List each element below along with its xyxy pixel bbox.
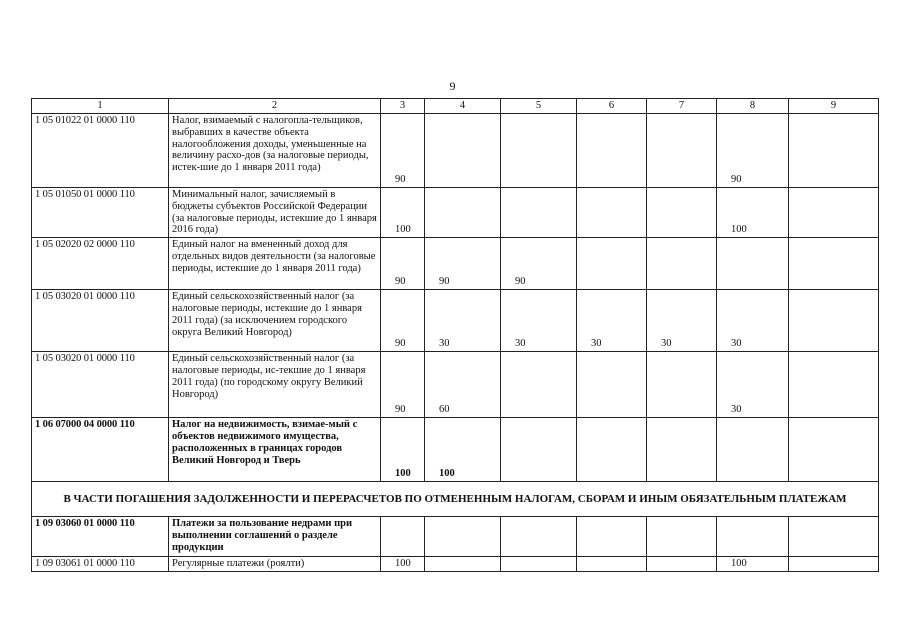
value-cell-col9 xyxy=(789,418,879,482)
value-cell-col8: 100 xyxy=(717,557,789,572)
table-row xyxy=(32,557,879,572)
value-cell-col4: 60 xyxy=(425,352,501,418)
row-code: 1 05 03020 01 0000 110 xyxy=(32,352,169,418)
value-cell-col7 xyxy=(647,114,717,188)
table-row xyxy=(32,238,879,290)
value-cell-col4: 100 xyxy=(425,418,501,482)
value-cell-col7 xyxy=(647,352,717,418)
value-cell-col8 xyxy=(717,517,789,557)
value-cell-col3 xyxy=(381,517,425,557)
value-cell-col8 xyxy=(717,418,789,482)
value-cell-col6 xyxy=(577,114,647,188)
row-code: 1 05 01022 01 0000 110 xyxy=(32,114,169,188)
row-code: 1 06 07000 04 0000 110 xyxy=(32,418,169,482)
row-name: Платежи за пользование недрами при выполнении соглашений о разделе продукции xyxy=(169,517,381,557)
value-cell-col5: 90 xyxy=(501,238,577,290)
value-cell-col7 xyxy=(647,517,717,557)
header-cell-4: 4 xyxy=(425,99,501,114)
row-name: Единый налог на вмененный доход для отдельных видов деятельности (за налоговые периоды, истекшие до 1 января 2011 года) xyxy=(169,238,381,290)
header-cell-7: 7 xyxy=(647,99,717,114)
table-row xyxy=(32,418,879,482)
value-cell-col9 xyxy=(789,238,879,290)
value-cell-col9 xyxy=(789,517,879,557)
header-cell-3: 3 xyxy=(381,99,425,114)
value-cell-col4 xyxy=(425,517,501,557)
value-cell-col7 xyxy=(647,188,717,238)
value-cell-col3: 90 xyxy=(381,290,425,352)
value-cell-col8: 90 xyxy=(717,114,789,188)
row-code: 1 05 02020 02 0000 110 xyxy=(32,238,169,290)
value-cell-col8: 30 xyxy=(717,352,789,418)
value-cell-col5 xyxy=(501,557,577,572)
value-cell-col3: 90 xyxy=(381,352,425,418)
value-cell-col6 xyxy=(577,188,647,238)
value-cell-col5 xyxy=(501,114,577,188)
budget-revenue-table xyxy=(31,98,879,572)
table-row xyxy=(32,188,879,238)
value-cell-col4: 30 xyxy=(425,290,501,352)
value-cell-col5 xyxy=(501,418,577,482)
value-cell-col3: 90 xyxy=(381,114,425,188)
value-cell-col5 xyxy=(501,188,577,238)
row-code: 1 09 03060 01 0000 110 xyxy=(32,517,169,557)
value-cell-col7 xyxy=(647,418,717,482)
header-cell-8: 8 xyxy=(717,99,789,114)
value-cell-col3: 100 xyxy=(381,188,425,238)
value-cell-col9 xyxy=(789,290,879,352)
table-row xyxy=(32,517,879,557)
value-cell-col3: 100 xyxy=(381,557,425,572)
value-cell-col4: 90 xyxy=(425,238,501,290)
value-cell-col3: 90 xyxy=(381,238,425,290)
table-row xyxy=(32,114,879,188)
header-row xyxy=(32,99,879,114)
value-cell-col9 xyxy=(789,114,879,188)
value-cell-col6: 30 xyxy=(577,290,647,352)
header-cell-1: 1 xyxy=(32,99,169,114)
header-cell-5: 5 xyxy=(501,99,577,114)
value-cell-col5: 30 xyxy=(501,290,577,352)
value-cell-col9 xyxy=(789,352,879,418)
row-code: 1 09 03061 01 0000 110 xyxy=(32,557,169,572)
row-name: Единый сельскохозяйственный налог (за налоговые периоды, истекшие до 1 января 2011 года) (за исключением городского округа Великий Новгород) xyxy=(169,290,381,352)
value-cell-col8 xyxy=(717,238,789,290)
row-code: 1 05 03020 01 0000 110 xyxy=(32,290,169,352)
row-name: Минимальный налог, зачисляемый в бюджеты субъектов Российской Федерации (за налоговые периоды, истекшие до 1 января 2016 года) xyxy=(169,188,381,238)
value-cell-col4 xyxy=(425,114,501,188)
value-cell-col5 xyxy=(501,352,577,418)
table-row xyxy=(32,352,879,418)
value-cell-col4 xyxy=(425,188,501,238)
value-cell-col8: 100 xyxy=(717,188,789,238)
value-cell-col6 xyxy=(577,238,647,290)
row-name: Единый сельскохозяйственный налог (за налоговые периоды, ис-текшие до 1 января 2011 года) (по городскому округу Великий Новгород) xyxy=(169,352,381,418)
section-header-row xyxy=(32,482,879,517)
value-cell-col9 xyxy=(789,557,879,572)
value-cell-col4 xyxy=(425,557,501,572)
value-cell-col5 xyxy=(501,517,577,557)
value-cell-col7: 30 xyxy=(647,290,717,352)
header-cell-6: 6 xyxy=(577,99,647,114)
value-cell-col6 xyxy=(577,517,647,557)
value-cell-col6 xyxy=(577,352,647,418)
value-cell-col7 xyxy=(647,238,717,290)
value-cell-col6 xyxy=(577,557,647,572)
value-cell-col9 xyxy=(789,188,879,238)
value-cell-col3: 100 xyxy=(381,418,425,482)
header-cell-2: 2 xyxy=(169,99,381,114)
header-cell-9: 9 xyxy=(789,99,879,114)
row-name: Регулярные платежи (роялти) xyxy=(169,557,381,572)
value-cell-col8: 30 xyxy=(717,290,789,352)
page-number: 9 xyxy=(449,79,456,93)
row-name: Налог на недвижимость, взимае-мый с объектов недвижимого имущества, расположенных в границах городов Великий Новгород и Тверь xyxy=(169,418,381,482)
row-name: Налог, взимаемый с налогопла-тельщиков, выбравших в качестве объекта налогообложения доходы, уменьшенные на величину расхо-дов (за налоговые периоды, истек-шие до 1 января 2011 года) xyxy=(169,114,381,188)
value-cell-col7 xyxy=(647,557,717,572)
row-code: 1 05 01050 01 0000 110 xyxy=(32,188,169,238)
value-cell-col6 xyxy=(577,418,647,482)
table-row xyxy=(32,290,879,352)
section-title: В ЧАСТИ ПОГАШЕНИЯ ЗАДОЛЖЕННОСТИ И ПЕРЕРАСЧЕТОВ ПО ОТМЕНЕННЫМ НАЛОГАМ, СБОРАМ И ИНЫМ ОБЯЗАТЕЛЬНЫМ ПЛАТЕЖАМ xyxy=(32,482,879,517)
